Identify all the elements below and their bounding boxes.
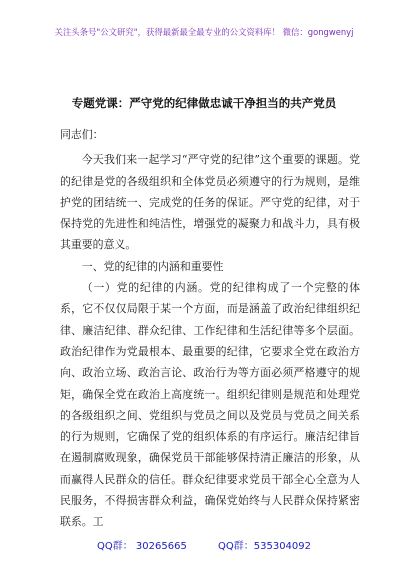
salutation: 同志们： xyxy=(60,128,104,141)
qq-group-1: QQ群： 30265665 xyxy=(96,541,187,552)
header-banner: 关注头条号"公文研究"，获得最新最全最专业的公文资料库！ 微信：gongwenyj xyxy=(54,27,354,37)
section-heading: 一、党的纪律的内涵和重要性 xyxy=(81,259,224,273)
footer-qq-groups xyxy=(0,537,408,552)
subsection-paragraph: （一）党的纪律的内涵。党的纪律构成了一个完整的体系，它不仅仅局限于某一个方面，而是涵盖了政治纪律组织纪律、廉洁纪律、群众纪律、工作纪律和生活纪律等多个层面。政治纪律作为党最根本、最重要的纪律，它要求全党在政治方向、政治立场、政治言论、政治行为等方面必须严格遵守的规矩，确保全党在政治上高度统一。组织纪律则是规范和处理党的各级组织之间、党组织与党员之间以及党员与党员之间关系的行为规则，它确保了党的组织体系的有序运行。廉洁纪律旨在遏制腐败现象，确保党员干部能够保持清正廉洁的形象，从而赢得人民群众的信任。群众纪律要求党员干部全心全意为人民服务，不得损害群众利益，确保党始终与人民群众保持紧密联系。工 xyxy=(60,281,360,529)
qq-group-2: QQ群：535304092 xyxy=(218,541,312,552)
intro-paragraph: 今天我们来一起学习“严守党的纪律”这个重要的课题。党的纪律是党的各级组织和全体党员必须遵守的行为规则，是维护党的团结统一、完成党的任务的保证。严守党的纪律，对于保持党的先进性和纯洁性，增强党的凝聚力和战斗力，具有极其重要的意义。 xyxy=(60,153,360,252)
document-title: 专题党课：严守党的纪律做忠诚干净担当的共产党员 xyxy=(71,96,337,110)
document-body xyxy=(60,124,360,533)
